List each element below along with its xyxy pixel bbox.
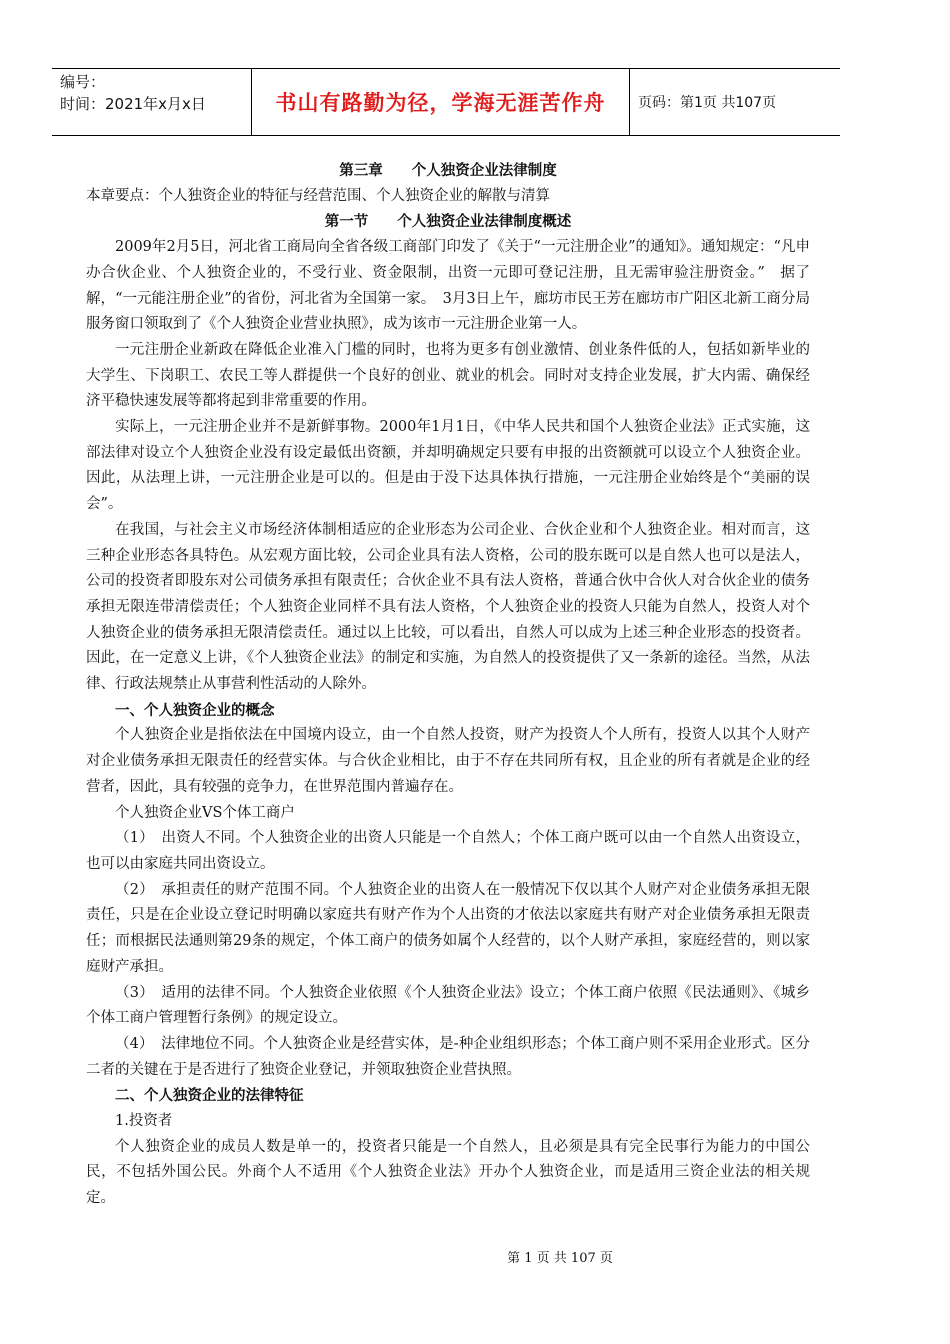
paragraph: 实际上，一元注册企业并不是新鲜事物。2000年1月1日，《中华人民共和国个人独资企业法》正式实施，这部法律对设立个人独资企业没有设定最低出资额，并却明确规定只要有申报的出资额就可以设立个人独资企业。因此，从法理上讲，一元注册企业是可以的。但是由于没下达具体执行措施，一元注册企业始终是个“美丽的误会”。: [86, 419, 810, 513]
paragraph: 2009年2月5日，河北省工商局向全省各级工商部门印发了《关于“一元注册企业”的通知》。通知规定：“凡申办合伙企业、个人独资企业的，不受行业、资金限制，出资一元即可登记注册，且无需审验注册资金。” 据了解，“一元能注册企业”的省份，河北省为全国第一家。 3月3日上午，廊坊市民王芳在廊坊市广阳区北新工商分局服务窗口领取到了《个人独资企业营业执照》，成为该市一元注册企业第一人。: [86, 239, 810, 333]
paragraph: 个人独资企业是指依法在中国境内设立，由一个自然人投资，财产为投资人个人所有，投资人以其个人财产对企业债务承担无限责任的经营实体。与合伙企业相比，由于不存在共同所有权，且企业的所有者就是企业的经营者，因此，具有较强的竞争力，在世界范围内普遍存在。: [86, 727, 810, 795]
date-label: 时间：2021年x月x日: [60, 95, 206, 113]
header-info-cell: [52, 69, 252, 135]
page-footer: 第 1 页 共 107 页: [507, 1251, 613, 1266]
sub-heading: 1.投资者: [115, 1113, 173, 1130]
comparison-item: （2） 承担责任的财产范围不同。个人独资企业的出资人在一般情况下仅以其个人财产对企业债务承担无限责任，只是在企业设立登记时明确以家庭共有财产作为个人出资的才依法以家庭共有财产对企业债务承担无限责任；而根据民法通则第29条的规定，个体工商户的债务如属个人经营的，以个人财产承担，家庭经营的，则以家庭财产承担。: [86, 881, 810, 975]
paragraph: 在我国，与社会主义市场经济体制相适应的企业形态为公司企业、合伙企业和个人独资企业。相对而言，这三种企业形态各具特色。从宏观方面比较，公司企业具有法人资格，公司的股东既可以是自然人也可以是法人，公司的投资者即股东对公司债务承担有限责任；合伙企业不具有法人资格，普通合伙中合伙人对合伙企业的债务承担无限连带清偿责任；个人独资企业同样不具有法人资格，个人独资企业的投资人只能为自然人，投资人对个人独资企业的债务承担无限清偿责任。通过以上比较，可以看出，自然人可以成为上述三种企业形态的投资者。因此，在一定意义上讲，《个人独资企业法》的制定和实施，为自然人的投资提供了又一条新的途径。当然，从法律、行政法规禁止从事营利性活动的人除外。: [86, 521, 810, 693]
chapter-title: 第三章 个人独资企业法律制度: [339, 162, 557, 179]
section-heading: 一、个人独资企业的概念: [115, 701, 275, 719]
paragraph: 个人独资企业的成员人数是单一的，投资者只能是一个自然人，且必须是具有完全民事行为能力的中国公民，不包括外国公民。外商个人不适用《个人独资企业法》开办个人独资企业，而是适用三资企业法的相关规定。: [86, 1138, 810, 1207]
comparison-item: （4） 法律地位不同。个人独资企业是经营实体，是-种企业组织形态；个体工商户则不采用企业形式。区分二者的关键在于是否进行了独资企业登记，并领取独资企业营执照。: [86, 1035, 810, 1078]
document-body: [86, 158, 810, 1212]
header-page-number: 页码：第1页 共107页: [638, 95, 777, 111]
header-motto: 书山有路勤为径，学海无涯苦作舟: [252, 69, 630, 135]
comparison-title: 个人独资企业VS个体工商户: [115, 804, 295, 821]
section-heading: 二、个人独资企业的法律特征: [115, 1087, 304, 1105]
chapter-summary: 本章要点：个人独资企业的特征与经营范围、个人独资企业的解散与清算: [86, 187, 550, 204]
document-header: [52, 68, 840, 136]
comparison-item: （1） 出资人不同。个人独资企业的出资人只能是一个自然人；个体工商户既可以由一个自然人出资设立，也可以由家庭共同出资设立。: [86, 830, 810, 872]
comparison-item: （3） 适用的法律不同。个人独资企业依照《个人独资企业法》设立；个体工商户依照《民法通则》、《城乡个体工商户管理暂行条例》的规定设立。: [86, 984, 810, 1027]
serial-number-label: 编号：: [60, 73, 106, 91]
paragraph: 一元注册企业新政在降低企业准入门槛的同时，也将为更多有创业激情、创业条件低的人，包括如新毕业的大学生、下岗职工、农民工等人群提供一个良好的创业、就业的机会。同时对支持企业发展，扩大内需、确保经济平稳快速发展等都将起到非常重要的作用。: [86, 341, 810, 410]
section-title: 第一节 个人独资企业法律制度概述: [324, 213, 572, 231]
